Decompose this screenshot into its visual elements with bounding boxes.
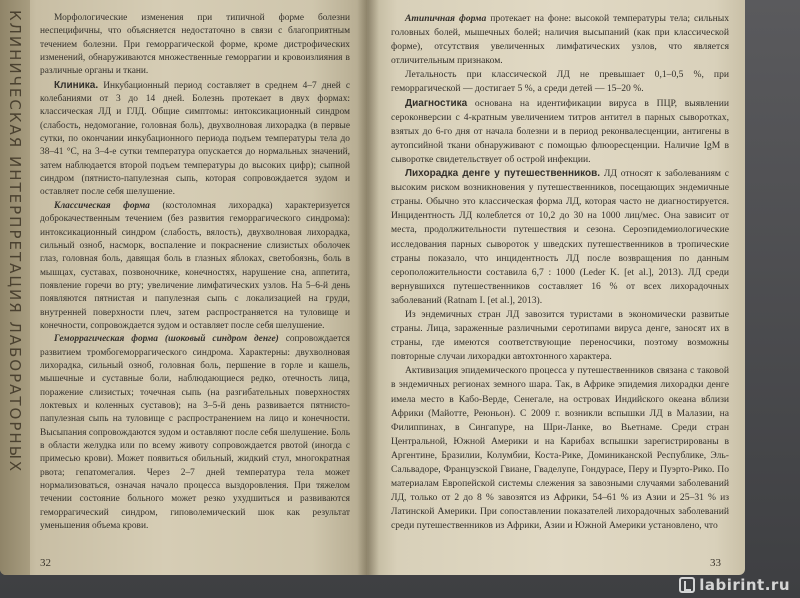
paragraph-text: Морфологические изменения при типичной форме болезни неспецифичны, что объясняется недостаточно в связи с благоприятным течением болезни. При геморрагической форме, кроме дистрофических изменений, обнаруживаются множественные геморрагии и кровоизлияния в различные органы и ткани. bbox=[40, 13, 350, 77]
paragraph bbox=[391, 364, 729, 533]
paragraph-text: Инкубационный период составляет в среднем 4–7 дней с колебаниями от 3 до 14 дней. Болезнь протекает в двух формах: классическая ЛД и ГЛД. Общие симптомы: интоксикационный синдром (слабость, недомогание, головная боль), двухволновая лихорадка (в первые сутки, по окончании инкубационного периода подъем температуры тела до 38–41 °С, на 3–4-е сутки температура опускается до нормальных значений, затем наблюдается второй подъем температуры до высоких цифр); сыпной синдром (пятнисто-папулезная сыпь, которая сопровождается зудом и оставляет после себя шелушение. bbox=[40, 80, 350, 198]
left-page bbox=[0, 0, 367, 575]
paragraph-text: Из эндемичных стран ЛД завозится туристами в экономически развитые страны. Лица, зараженные различными серотипами вируса денге, заносят их в страны, где имеются соответствующие переносчики, поэтому возможны повторные случаи лихорадки автохтонного характера. bbox=[391, 308, 729, 363]
paragraph-text: ЛД относят к заболеваниям с высоким риском возникновения у путешественников, посещающих эндемичные страны. Обычно это классическая форма ЛД, которая часто не диагностируется. Инцидентность ЛД колеблется от 10,2 до 30 на 1000 лиц/мес. Она зависит от места, продолжительности путешествия и сезона. Сероэпидемиологические исследования парных сывороток у шведских путешественников в тропические страны показало, что инцидентность ЛД после возвращения по данным сероположительности составила 6,7 : 1000 (Leder K. [et al.], 2013). ЛД среди вернувшихся путешественников составляет 16 % от всех лихорадочных заболеваний (Ratnam I. [et al.], 2013). bbox=[391, 168, 730, 306]
paragraph-text: основана на идентификации вируса в ПЦР, выявлении сероконверсии с 4-кратным увеличением титров антител в парных сыворотках, взятых до 6-го дня от начала болезни и в период реконвалесценции, антигены в аутопсийной ткани обнаруживают с помощью флюоресценции. Наличие IgM в сыворотке свидетельствует об острой инфекции. bbox=[391, 97, 729, 165]
paragraph-text: Активизация эпидемического процесса у путешественников связана с таковой в эндемичных регионах земного шара. Так, в Африке эпидемия лихорадки денге имела место в Кабо-Верде, Сенегале, на островах Индийского океана вблизи Африки (Майотте, Реюньон). С 2009 г. возникли вспышки ЛД в Малазии, на Филиппинах, в Сингапуре, на Шри-Ланке, во Вьетнаме. Среди стран Центральной, Южной Америки и на Карибах вспышки зарегистрированы в Аргентине, Бразилии, Колумбии, Коста-Рике, Доминиканской Республике, Эль-Сальвадоре, Французской Гвиане, Гваделупе, Гондурасе, Перу и Пуэрто-Рико. По материалам Европейской системы слежения за завозными случаями заболеваний ЛД, только от 2 до 8 % завозятся из Африки, 54–61 % из Азии и 25–31 % из Латинской Америки. При сопоставлении показателей лихорадочных заболеваний среди путешественников из Африки, Азии и Южной Америки установлено, что bbox=[391, 365, 729, 532]
paragraph-heading: Диагностика bbox=[405, 97, 468, 109]
paragraph-heading: Атипичная форма bbox=[405, 13, 487, 24]
paragraph bbox=[40, 12, 350, 79]
paragraph-text: (костоломная лихорадка) характеризуется доброкачественным течением (без развития геморрагического синдрома): интоксикационный синдром (слабость, вялость), двухволновая лихорадка, сильный озноб, насморк, воспаление и покраснение слизистых оболочек глаз, головная боль, давящая боль в глазных яблоках, светобоязнь, боль в мышцах, суставах, позвоночнике, конечностях, нарушение сна, аппетита, появление горечи во рту; увеличение лимфатических узлов. На 5–6-й день появляются пятнистая и папулезная сыпь с локализацией на груди, внутренней поверхности плеч, затем распространяется на туловище и конечности, сопровождается зудом и оставляет после себя шелушение. bbox=[40, 200, 350, 331]
paragraph-text: сопровождается развитием тромбогеморрагического синдрома. Характерны: двухволновая лихорадка, сильный озноб, головная боль, першение в горле и кашель, мышечные и суставные боли, наблюдающиеся редко, отечность лица, поражение слизистых; точечная сыпь (на разгибательных поверхностях локтевых и коленных суставов); на 3–5-й день развивается пятнисто-папулезная сыпь на туловище с распространением на лицо и конечности. Высыпания сопровождаются зудом и оставляют после себя шелушение. Боль в области желудка или по всему животу сопровождается рвотой (иногда с примесью крови). Может появиться обильный, жидкий стул, многократная рвота; гепатомегалия. Через 2–7 дней температура тела может нормализоваться, означая начало процесса выздоровления. При тяжелом течении состояние больного может резко ухудшиться и развиваются геморрагический синдром, гиповолемический шок как результат уменьшения объема крови. bbox=[40, 334, 350, 532]
labirint-logo-icon bbox=[679, 577, 695, 593]
watermark-text: labirint.ru bbox=[699, 576, 790, 594]
right-page-text bbox=[391, 12, 729, 533]
left-page-text bbox=[40, 12, 350, 533]
paragraph-heading: Классическая форма bbox=[54, 200, 150, 211]
paragraph bbox=[40, 79, 350, 200]
left-page-number: 32 bbox=[40, 557, 51, 569]
paragraph bbox=[391, 12, 729, 68]
paragraph-text: протекает на фоне: высокой температуры тела; сильных головных болей, мышечных болей; наличия высыпаний (как при классической форме), отсутствия увеличенных лимфатических узлов, что является отличительным признаком. bbox=[391, 13, 729, 67]
paragraph-heading: Клиника. bbox=[54, 79, 99, 91]
paragraph bbox=[40, 200, 350, 333]
running-head-text: КЛИНИЧЕСКАЯ ИНТЕРПРЕТАЦИЯ ЛАБОРАТОРНЫХ bbox=[6, 10, 24, 474]
paragraph bbox=[40, 333, 350, 533]
right-page-number: 33 bbox=[710, 557, 721, 569]
running-head bbox=[0, 0, 30, 575]
right-page bbox=[367, 0, 745, 575]
paragraph bbox=[391, 308, 729, 364]
paragraph-heading: Лихорадка денге у путешественников. bbox=[405, 168, 601, 180]
book-spine bbox=[357, 0, 379, 575]
paragraph-heading: Геморрагическая форма (шоковый синдром денге) bbox=[54, 334, 279, 345]
paragraph bbox=[391, 167, 729, 308]
paragraph bbox=[391, 97, 729, 167]
paragraph bbox=[391, 68, 729, 96]
watermark bbox=[679, 576, 790, 594]
paragraph-text: Летальность при классической ЛД не превышает 0,1–0,5 %, при геморрагической — достигает 5 %, а среди детей — 15–20 %. bbox=[391, 69, 729, 95]
